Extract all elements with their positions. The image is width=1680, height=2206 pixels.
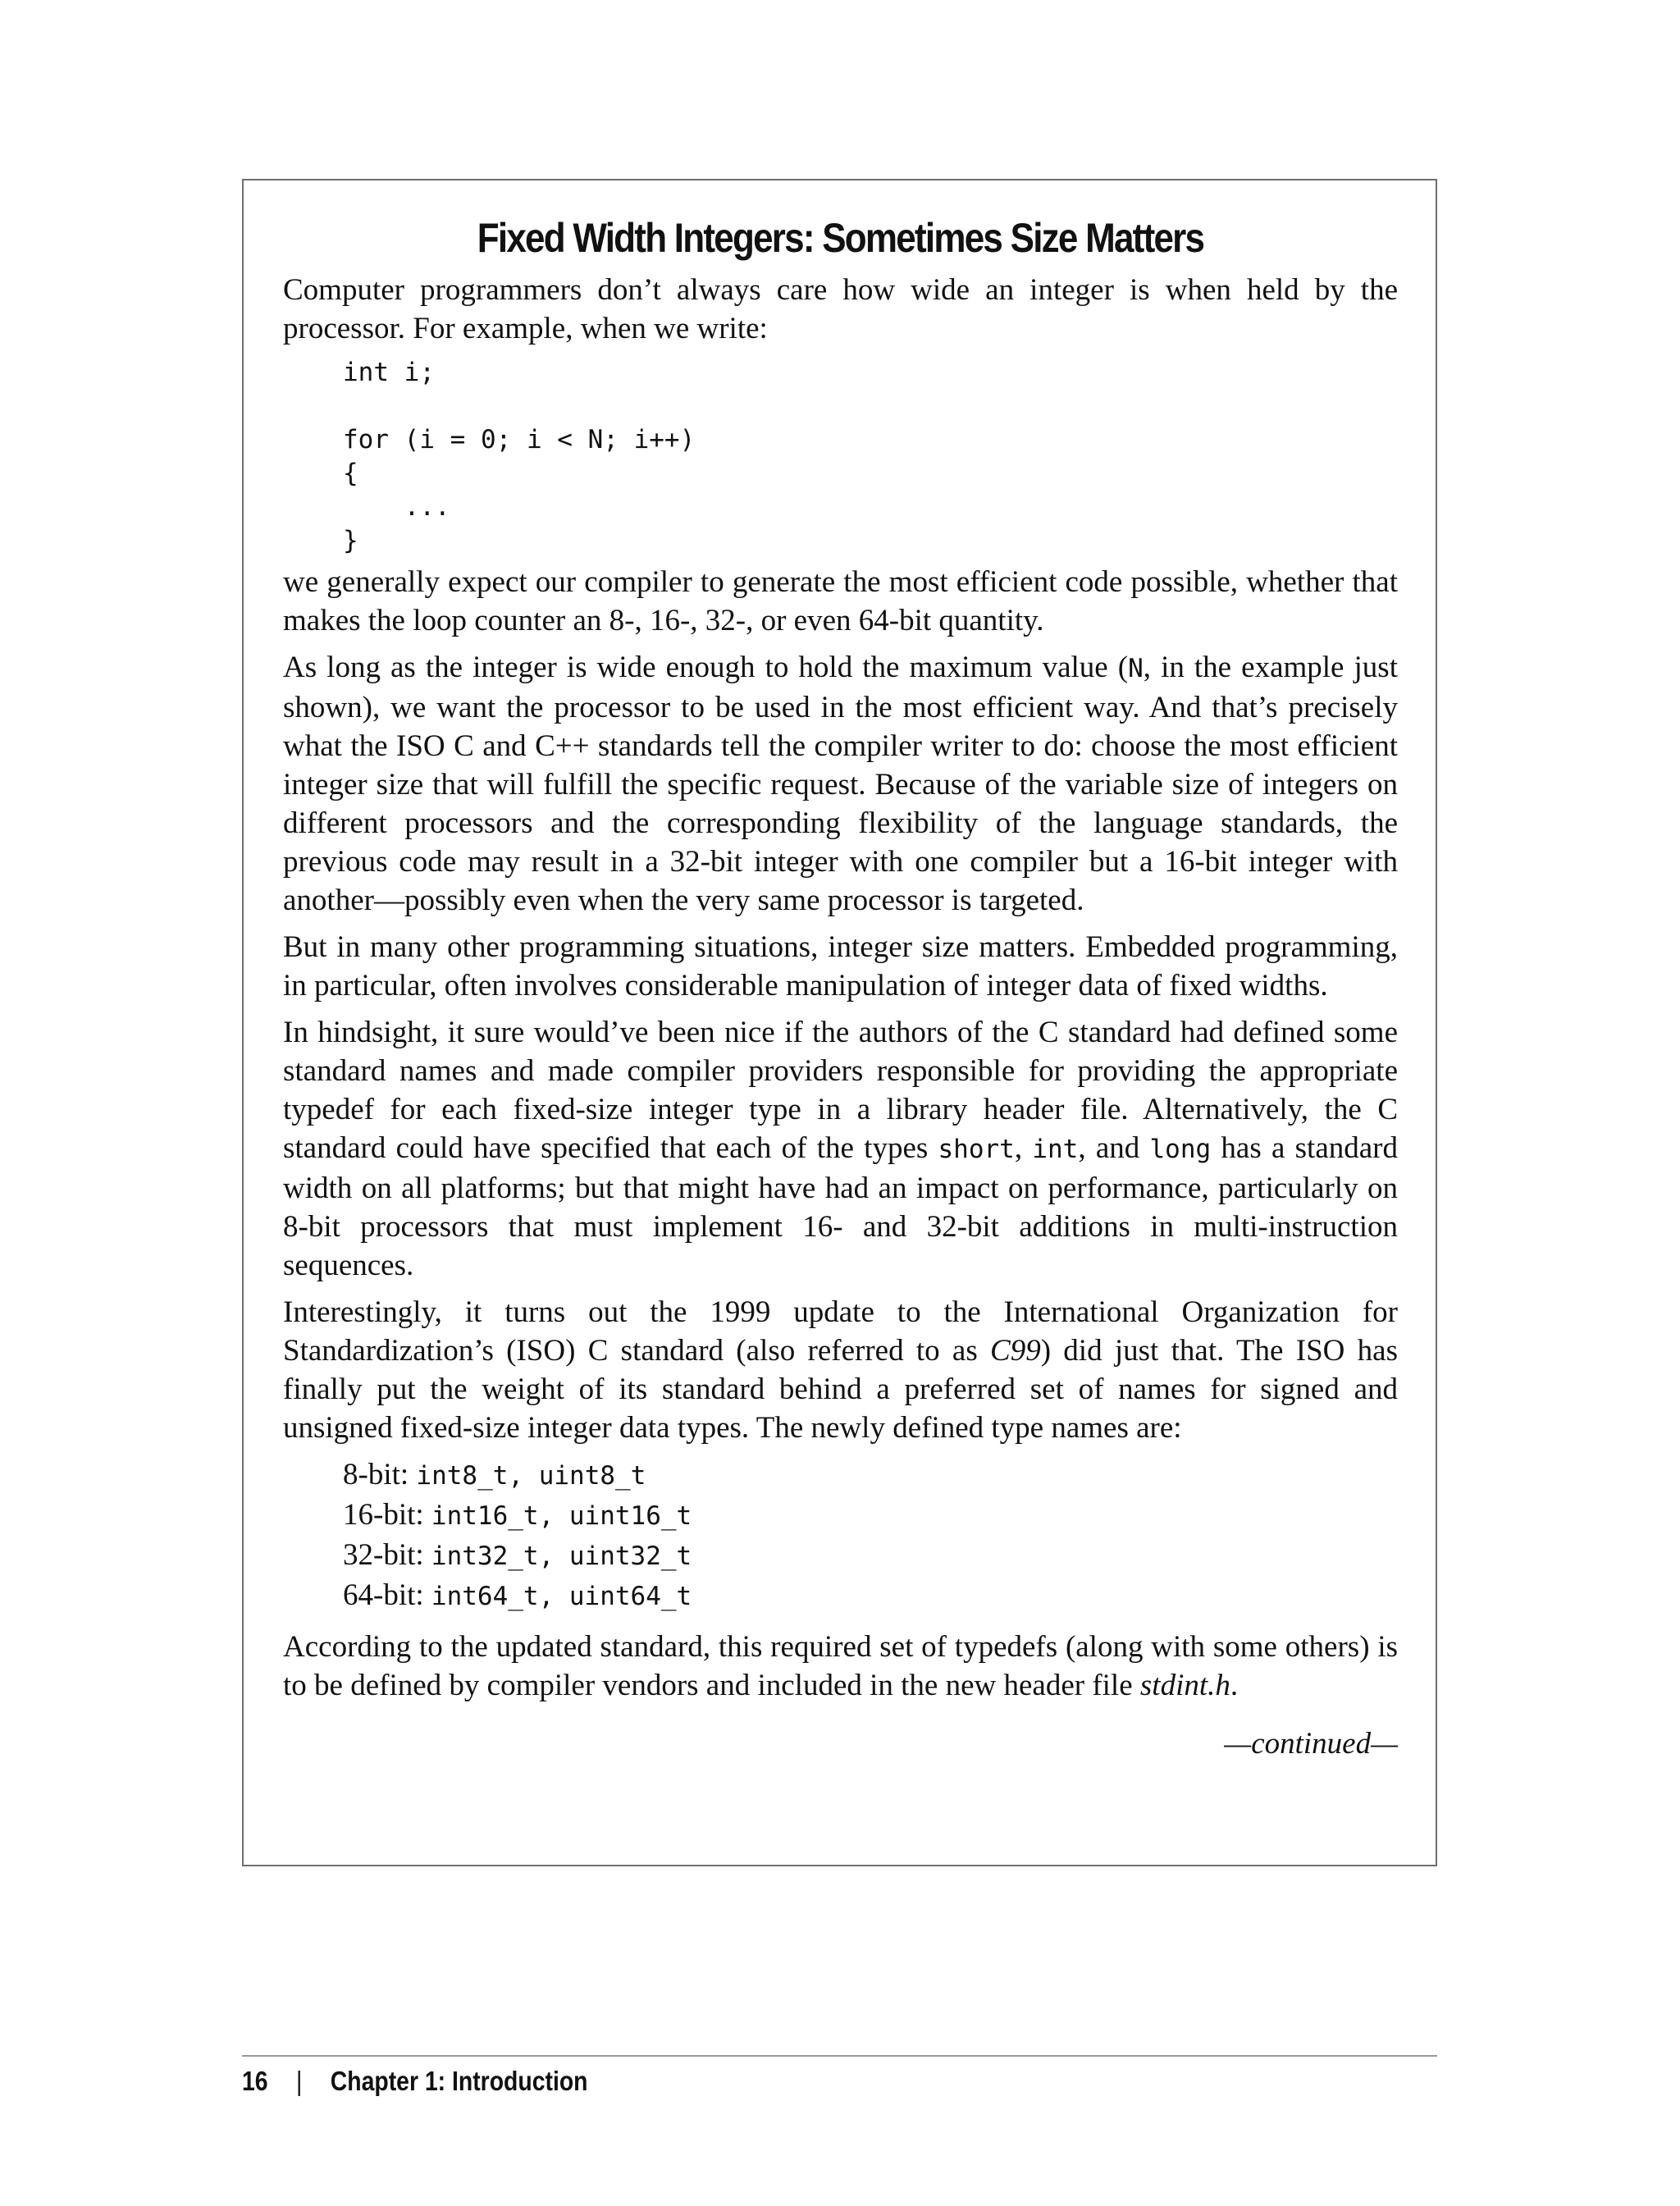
chapter-title: Chapter 1: Introduction	[330, 2066, 588, 2096]
sidebar-content	[283, 212, 1398, 1761]
type-name-list	[343, 1455, 1398, 1616]
type-name-item	[343, 1455, 1398, 1496]
type-name-item	[343, 1536, 1398, 1576]
paragraph-1: Computer programmers don’t always care how wide an integer is when held by the processor. For example, when we write:	[283, 273, 1398, 345]
paragraph-6-text-b: ) did just that. The ISO has finally put the weight of its standard behind a preferred set of names for signed and unsigned fixed-size integer data types. The newly defined type names are:	[283, 1334, 1398, 1445]
paragraph-7-text-b: .	[1230, 1669, 1239, 1702]
paragraph-4: But in many other programming situations, integer size matters. Embedded programming, in particular, often involves considerable manipulation of integer data of fixed widths.	[283, 930, 1398, 1003]
paragraph-3-text-b: , in the example just shown), we want the processor to be used in the most efficient way. And that’s precisely what the ISO C and C++ standards tell the compiler writer to do: choose the most efficient integer size that will fulfill the specific request. Because of the variable size of integers on different processors and the corresponding flexibility of the language standards, the previous code may result in a 32-bit integer with one compiler but a 16-bit integer with another—possibly even when the very same processor is targeted.	[283, 651, 1398, 917]
inline-code-short: short	[938, 1135, 1015, 1164]
paragraph-5-text-c: , and	[1078, 1131, 1150, 1165]
inline-code-long: long	[1149, 1135, 1212, 1164]
type-width-label: 32-bit:	[343, 1538, 431, 1572]
paragraph-5-text-d: has a standard width on all platforms; but that might have had an impact on performance, particularly on 8-bit processors that must implement 16- and 32-bit additions in multi-instruction sequences.	[283, 1131, 1398, 1282]
footer-rule	[242, 2055, 1437, 2057]
type-names: int32_t, uint32_t	[431, 1541, 692, 1571]
term-c99: C99	[990, 1334, 1041, 1368]
type-name-item	[343, 1496, 1398, 1536]
paragraph-5	[283, 1013, 1398, 1285]
header-file-name: stdint.h	[1139, 1669, 1230, 1702]
paragraph-5-text-a: In hindsight, it sure would’ve been nice if the authors of the C standard had defined some standard names and made compiler providers responsible for providing the appropriate typedef for each fixed-size integer type in a library header file. Alternatively, the C standard could have specified that each of the types	[283, 1016, 1398, 1165]
type-name-item	[343, 1576, 1398, 1616]
paragraph-6	[283, 1293, 1398, 1447]
type-names: int64_t, uint64_t	[431, 1582, 692, 1611]
footer-separator: |	[295, 2066, 303, 2096]
page-footer	[242, 2063, 588, 2099]
type-width-label: 64-bit:	[343, 1578, 431, 1612]
sidebar-title: Fixed Width Integers: Sometimes Size Matters	[477, 215, 1204, 261]
paragraph-2: we generally expect our compiler to generate the most efficient code possible, whether that makes the loop counter an 8-, 16-, 32-, or even 64-bit quantity.	[283, 565, 1398, 637]
paragraph-3-text-a: As long as the integer is wide enough to hold the maximum value (	[283, 651, 1129, 684]
paragraph-5-text-b: ,	[1014, 1131, 1033, 1165]
type-names: int8_t, uint8_t	[416, 1461, 646, 1491]
code-example: int i; for (i = 0; i < N; i++) { ... }	[343, 358, 696, 555]
paragraph-7	[283, 1628, 1398, 1705]
paragraph-7-text-a: According to the updated standard, this required set of typedefs (along with some others) is to be defined by compiler vendors and included in the new header file	[283, 1630, 1398, 1702]
sidebar-box	[242, 179, 1437, 1866]
type-width-label: 8-bit:	[343, 1458, 417, 1491]
inline-code-int: int	[1032, 1135, 1079, 1164]
inline-code-n: N	[1128, 654, 1144, 683]
type-width-label: 16-bit:	[343, 1498, 431, 1532]
paragraph-6-text-a: Interestingly, it turns out the 1999 update to the International Organization for Standardization’s (ISO) C standard (also referred to as	[283, 1295, 1398, 1368]
page-number: 16	[242, 2066, 268, 2096]
continued-marker: —continued—	[1224, 1727, 1398, 1761]
type-names: int16_t, uint16_t	[431, 1501, 692, 1531]
paragraph-3	[283, 648, 1398, 920]
